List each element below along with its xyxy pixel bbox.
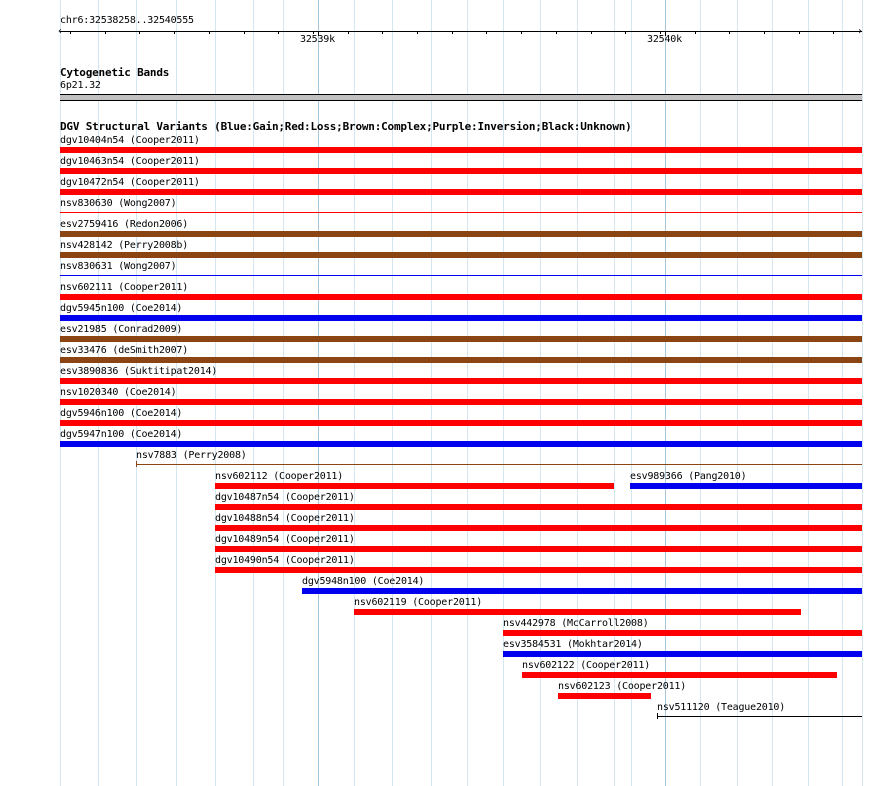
ruler-minor-tick: [799, 31, 800, 34]
grid-line: [215, 0, 216, 786]
feature-bar[interactable]: [60, 189, 862, 195]
ruler-line: [60, 31, 862, 32]
feature-bar[interactable]: [503, 651, 862, 657]
feature-bar[interactable]: [60, 315, 862, 321]
ruler-minor-tick: [833, 31, 834, 34]
feature-bar[interactable]: [60, 294, 862, 300]
feature-bar[interactable]: [215, 525, 862, 531]
feature-label[interactable]: esv33476 (deSmith2007): [60, 345, 189, 356]
grid-line: [808, 0, 809, 786]
grid-line: [665, 0, 666, 786]
feature-label[interactable]: dgv10463n54 (Cooper2011): [60, 156, 200, 167]
feature-bar[interactable]: [60, 399, 862, 405]
feature-label[interactable]: nsv442978 (McCarroll2008): [503, 618, 649, 629]
ruler-tick-label: 32540k: [647, 34, 682, 45]
ruler-minor-tick: [625, 31, 626, 34]
feature-label[interactable]: nsv428142 (Perry2008b): [60, 240, 189, 251]
feature-bar[interactable]: [60, 357, 862, 363]
grid-line: [737, 0, 738, 786]
ruler-left-arrow-icon: ‹: [57, 26, 64, 37]
grid-line: [283, 0, 284, 786]
grid-line: [392, 0, 393, 786]
feature-bar[interactable]: [60, 212, 862, 213]
feature-label[interactable]: nsv830630 (Wong2007): [60, 198, 177, 209]
region-label: chr6:32538258..32540555: [60, 15, 194, 26]
feature-label[interactable]: nsv1020340 (Coe2014): [60, 387, 177, 398]
feature-start-tick: [657, 713, 658, 719]
ruler-minor-tick: [70, 31, 71, 34]
grid-line: [842, 0, 843, 786]
ruler-right-arrow-icon: ›: [857, 26, 864, 37]
feature-label[interactable]: esv2759416 (Redon2006): [60, 219, 189, 230]
feature-bar[interactable]: [136, 464, 862, 465]
ruler-minor-tick: [174, 31, 175, 34]
ruler-tick-label: 32539k: [300, 34, 335, 45]
ruler-minor-tick: [382, 31, 383, 34]
feature-bar[interactable]: [60, 441, 862, 447]
feature-label[interactable]: dgv5948n100 (Coe2014): [302, 576, 425, 587]
feature-bar[interactable]: [215, 483, 614, 489]
feature-bar[interactable]: [522, 672, 837, 678]
grid-line: [253, 0, 254, 786]
feature-label[interactable]: dgv10489n54 (Cooper2011): [215, 534, 355, 545]
ruler-minor-tick: [591, 31, 592, 34]
grid-line: [772, 0, 773, 786]
feature-bar[interactable]: [354, 609, 801, 615]
feature-label[interactable]: nsv511120 (Teague2010): [657, 702, 786, 713]
feature-bar[interactable]: [215, 546, 862, 552]
feature-label[interactable]: dgv5946n100 (Coe2014): [60, 408, 183, 419]
grid-line: [318, 0, 319, 786]
feature-bar[interactable]: [60, 378, 862, 384]
cytoband-track-title: Cytogenetic Bands: [60, 66, 170, 79]
feature-label[interactable]: dgv10487n54 (Cooper2011): [215, 492, 355, 503]
ruler-minor-tick: [209, 31, 210, 34]
feature-bar[interactable]: [60, 252, 862, 258]
grid-line: [467, 0, 468, 786]
feature-bar[interactable]: [558, 693, 651, 699]
feature-label[interactable]: dgv10404n54 (Cooper2011): [60, 135, 200, 146]
ruler-minor-tick: [105, 31, 106, 34]
feature-bar[interactable]: [60, 336, 862, 342]
ruler-minor-tick: [278, 31, 279, 34]
ruler-minor-tick: [348, 31, 349, 34]
feature-bar[interactable]: [503, 630, 862, 636]
grid-line: [700, 0, 701, 786]
feature-bar[interactable]: [60, 231, 862, 237]
feature-label[interactable]: esv3890836 (Suktitipat2014): [60, 366, 218, 377]
feature-bar[interactable]: [630, 483, 862, 489]
feature-bar[interactable]: [60, 168, 862, 174]
cytoband-name: 6p21.32: [60, 80, 101, 91]
ruler-minor-tick: [729, 31, 730, 34]
feature-bar[interactable]: [60, 147, 862, 153]
feature-bar[interactable]: [60, 420, 862, 426]
ruler-minor-tick: [521, 31, 522, 34]
ruler-minor-tick: [139, 31, 140, 34]
ruler-minor-tick: [556, 31, 557, 34]
feature-label[interactable]: esv21985 (Conrad2009): [60, 324, 183, 335]
feature-label[interactable]: dgv5945n100 (Coe2014): [60, 303, 183, 314]
feature-label[interactable]: nsv7883 (Perry2008): [136, 450, 247, 461]
feature-bar[interactable]: [215, 504, 862, 510]
cytoband-bar[interactable]: [60, 94, 862, 101]
ruler-minor-tick: [452, 31, 453, 34]
dgv-track-title: DGV Structural Variants (Blue:Gain;Red:Loss;Brown:Complex;Purple:Inversion;Black:Unknown): [60, 120, 632, 133]
feature-bar[interactable]: [60, 275, 862, 276]
feature-label[interactable]: esv989366 (Pang2010): [630, 471, 747, 482]
feature-start-tick: [136, 461, 137, 467]
feature-label[interactable]: dgv10488n54 (Cooper2011): [215, 513, 355, 524]
grid-line: [503, 0, 504, 786]
ruler-minor-tick: [764, 31, 765, 34]
feature-bar[interactable]: [215, 567, 862, 573]
grid-line: [354, 0, 355, 786]
feature-label[interactable]: nsv602111 (Cooper2011): [60, 282, 189, 293]
feature-bar[interactable]: [302, 588, 862, 594]
feature-bar[interactable]: [657, 716, 862, 717]
feature-label[interactable]: nsv830631 (Wong2007): [60, 261, 177, 272]
feature-label[interactable]: esv3584531 (Mokhtar2014): [503, 639, 643, 650]
feature-label[interactable]: nsv602119 (Cooper2011): [354, 597, 483, 608]
feature-label[interactable]: nsv602123 (Cooper2011): [558, 681, 687, 692]
feature-label[interactable]: dgv5947n100 (Coe2014): [60, 429, 183, 440]
ruler-minor-tick: [417, 31, 418, 34]
ruler-minor-tick: [486, 31, 487, 34]
ruler-minor-tick: [244, 31, 245, 34]
feature-label[interactable]: dgv10490n54 (Cooper2011): [215, 555, 355, 566]
ruler-minor-tick: [695, 31, 696, 34]
feature-label[interactable]: dgv10472n54 (Cooper2011): [60, 177, 200, 188]
feature-label[interactable]: nsv602122 (Cooper2011): [522, 660, 651, 671]
feature-label[interactable]: nsv602112 (Cooper2011): [215, 471, 344, 482]
grid-line: [431, 0, 432, 786]
grid-line: [862, 0, 863, 786]
